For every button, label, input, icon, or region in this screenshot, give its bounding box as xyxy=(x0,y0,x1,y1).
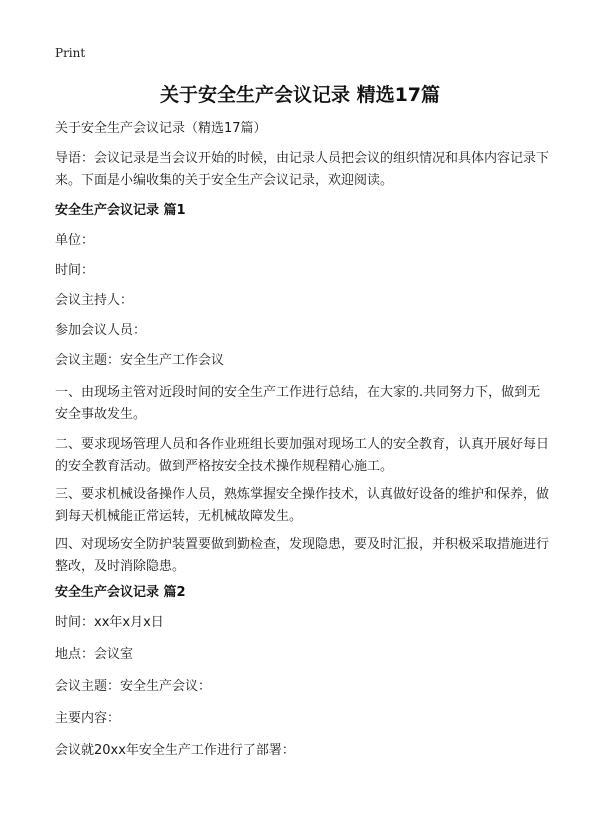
section-1-heading: 安全生产会议记录 篇1 xyxy=(55,203,186,218)
time-line: 时间： xyxy=(55,263,95,278)
topic-line: 会议主题：安全生产工作会议 xyxy=(55,353,225,368)
item-4-paragraph: 四、对现场安全防护装置要做到勤检查，发现隐患，要及时汇报，并积极采取措施进行整改，及时消除隐患。 xyxy=(55,537,550,574)
subtitle: 关于安全生产会议记录（精选17篇） xyxy=(55,121,267,136)
meeting-place-line: 地点：会议室 xyxy=(55,647,134,662)
item-3-paragraph: 三、要求机械设备操作人员，熟炼掌握安全操作技术，认真做好设备的维护和保养，做到每天机械能正常运转，无机械故障发生。 xyxy=(55,487,550,524)
main-content-line: 主要内容： xyxy=(55,711,121,726)
host-line: 会议主持人： xyxy=(55,293,134,308)
unit-line: 单位： xyxy=(55,233,95,248)
item-1-paragraph: 一、由现场主管对近段时间的安全生产工作进行总结，在大家的.共同努力下，做到无安全事故发生。 xyxy=(55,385,541,422)
meeting-topic-line: 会议主题：安全生产会议： xyxy=(55,679,212,694)
attendees-line: 参加会议人员： xyxy=(55,323,147,338)
deployment-line: 会议就20xx年安全生产工作进行了部署： xyxy=(55,743,295,758)
meeting-time-line: 时间：xx年x月x日 xyxy=(55,615,164,630)
print-label: Print xyxy=(55,46,86,60)
page-title: 关于安全生产会议记录 精选17篇 xyxy=(159,84,441,106)
item-2-paragraph: 二、要求现场管理人员和各作业班组长要加强对现场工人的安全教育，认真开展好每日的安全教育活动。做到严格按安全技术操作规程精心施工。 xyxy=(55,437,550,474)
section-2-heading: 安全生产会议记录 篇2 xyxy=(55,585,186,600)
intro-paragraph: 导语：会议记录是当会议开始的时候，由记录人员把会议的组织情况和具体内容记录下来。下面是小编收集的关于安全生产会议记录，欢迎阅读。 xyxy=(55,151,550,188)
